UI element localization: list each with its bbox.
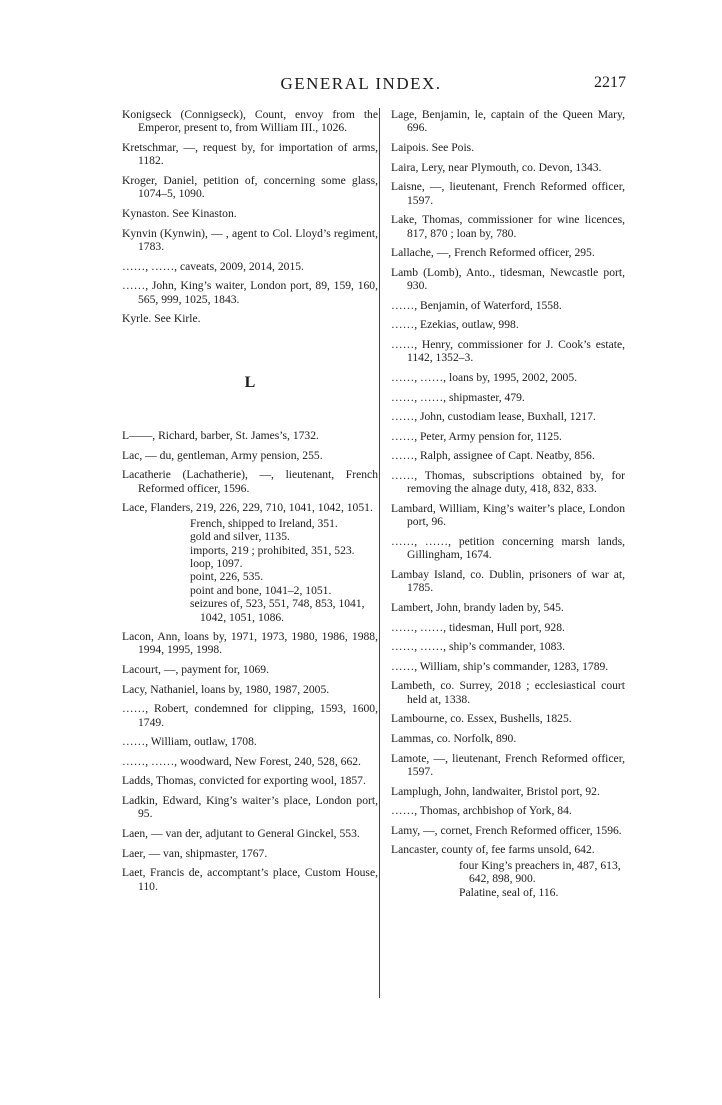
index-entry: Laira, Lery, near Plymouth, co. Devon, 1343. xyxy=(391,160,602,174)
index-entry: Kyrle. See Kirle. xyxy=(122,312,201,326)
index-entry: Lage, Benjamin, le, captain of the Queen Mary, 696. xyxy=(391,108,625,135)
index-entry: ……, Thomas, subscriptions obtained by, for removing the alnage duty, 418, 832, 833. xyxy=(391,468,625,496)
index-subentry: point and bone, 1041–2, 1051. xyxy=(190,583,332,597)
index-entry: ……, ……, tidesman, Hull port, 928. xyxy=(391,620,565,634)
page-number: 2217 xyxy=(594,74,626,91)
index-entry: Lambourne, co. Essex, Bushells, 1825. xyxy=(391,712,572,726)
index-entry: Lallache, —, French Reformed officer, 295. xyxy=(391,246,595,260)
index-entry: Lac, — du, gentleman, Army pension, 255. xyxy=(122,448,323,462)
index-entry: Laisne, —, lieutenant, French Reformed officer, 1597. xyxy=(391,180,625,207)
index-entry: Lamb (Lomb), Anto., tidesman, Newcastle port, 930. xyxy=(391,265,625,293)
index-entry: ……, Henry, commissioner for J. Cook’s estate, 1142, 1352–3. xyxy=(391,337,625,365)
running-title: GENERAL INDEX. xyxy=(280,74,442,93)
index-entry: Lamy, —, cornet, French Reformed officer, 1596. xyxy=(391,823,622,837)
index-entry: ……, William, outlaw, 1708. xyxy=(122,735,257,749)
index-entry: Lammas, co. Norfolk, 890. xyxy=(391,731,517,745)
index-entry: ……, ……, petition concerning marsh lands, Gillingham, 1674. xyxy=(391,534,625,562)
index-subentry: point, 226, 535. xyxy=(190,570,264,584)
index-entry: Ladkin, Edward, King’s waiter’s place, London port, 95. xyxy=(122,794,378,821)
index-entry: ……, ……, ship’s commander, 1083. xyxy=(391,640,566,654)
subentry-list xyxy=(122,517,378,624)
index-entry: Laen, — van der, adjutant to General Ginckel, 553. xyxy=(122,827,360,840)
index-entry: ……, John, King’s waiter, London port, 89, 159, 160, 565, 999, 1025, 1843. xyxy=(122,279,378,306)
index-entry: Lacy, Nathaniel, loans by, 1980, 1987, 2005. xyxy=(122,682,330,696)
index-entry: Lambay Island, co. Dublin, prisoners of war at, 1785. xyxy=(391,567,625,595)
index-entry: ……, ……, woodward, New Forest, 240, 528, 662. xyxy=(122,754,361,768)
index-entry: Lambeth, co. Surrey, 2018 ; ecclesiastical court held at, 1338. xyxy=(391,679,625,706)
index-entry: ……, Ezekias, outlaw, 998. xyxy=(391,318,519,332)
index-entry: Lake, Thomas, commissioner for wine licences, 817, 870 ; loan by, 780. xyxy=(391,213,625,240)
index-entry: Lace, Flanders, 219, 226, 229, 710, 1041, 1042, 1051. xyxy=(122,501,373,515)
index-entry: Lamote, —, lieutenant, French Reformed officer, 1597. xyxy=(391,751,625,778)
index-entry: Kynaston. See Kinaston. xyxy=(122,207,237,220)
index-subentry: gold and silver, 1135. xyxy=(190,530,290,544)
index-entry: ……, ……, loans by, 1995, 2002, 2005. xyxy=(391,370,578,384)
index-entry: Lacon, Ann, loans by, 1971, 1973, 1980, 1986, 1988, 1994, 1995, 1998. xyxy=(122,630,378,657)
index-entry: Lambert, John, brandy laden by, 545. xyxy=(391,600,564,614)
subentry-list xyxy=(391,859,625,899)
index-subentry: French, shipped to Ireland, 351. xyxy=(190,516,338,530)
index-subentry: seizures of, 523, 551, 748, 853, 1041, 1042, 1051, 1086. xyxy=(190,597,365,624)
index-subentry: Palatine, seal of, 116. xyxy=(459,885,559,899)
index-entry: Laet, Francis de, accomptant’s place, Custom House, 110. xyxy=(122,866,378,893)
index-entry: Kretschmar, —, request by, for importation of arms, 1182. xyxy=(122,141,378,168)
index-entry: ……, Thomas, archbishop of York, 84. xyxy=(391,804,572,818)
index-entry: ……, William, ship’s commander, 1283, 1789. xyxy=(391,659,609,673)
index-entry: Lambard, William, King’s waiter’s place, London port, 96. xyxy=(391,501,625,529)
column-divider xyxy=(379,108,380,998)
index-entry: ……, Benjamin, of Waterford, 1558. xyxy=(391,298,562,312)
index-entry: Lamplugh, John, landwaiter, Bristol port, 92. xyxy=(391,784,600,798)
letter-heading: L xyxy=(244,373,256,391)
index-entry: ……, Robert, condemned for clipping, 1593, 1600, 1749. xyxy=(122,702,378,729)
index-entry: Kroger, Daniel, petition of, concerning some glass, 1074–5, 1090. xyxy=(122,174,378,201)
left-column xyxy=(122,108,378,899)
index-entry: Laipois. See Pois. xyxy=(391,141,475,154)
index-entry: Kynvin (Kynwin), — , agent to Col. Lloyd’s regiment, 1783. xyxy=(122,226,378,253)
index-entry: Lacatherie (Lachatherie), —, lieutenant, French Reformed officer, 1596. xyxy=(122,468,378,495)
index-entry: Ladds, Thomas, convicted for exporting wool, 1857. xyxy=(122,774,366,788)
entry-list xyxy=(122,108,378,326)
index-subentry: imports, 219 ; prohibited, 351, 523. xyxy=(190,543,355,557)
index-entry: ……, ……, caveats, 2009, 2014, 2015. xyxy=(122,259,304,273)
index-entry: Konigseck (Connigseck), Count, envoy from the Emperor, present to, from William III., 1026. xyxy=(122,108,378,135)
index-entry: ……, John, custodiam lease, Buxhall, 1217. xyxy=(391,410,596,424)
entry-list xyxy=(122,429,378,515)
index-entry: ……, Ralph, assignee of Capt. Neatby, 856. xyxy=(391,449,595,463)
entry-list xyxy=(122,630,378,893)
index-entry: ……, Peter, Army pension for, 1125. xyxy=(391,429,562,443)
index-subentry: loop, 1097. xyxy=(190,557,243,570)
index-entry: Lacourt, —, payment for, 1069. xyxy=(122,663,269,677)
index-entry: Lancaster, county of, fee farms unsold, 642. xyxy=(391,843,595,857)
right-column xyxy=(391,108,625,905)
index-entry: Laer, — van, shipmaster, 1767. xyxy=(122,846,268,860)
page-header xyxy=(0,74,722,98)
index-subentry: four King’s preachers in, 487, 613, 642, 898, 900. xyxy=(459,858,621,886)
index-entry: ……, ……, shipmaster, 479. xyxy=(391,390,525,404)
index-entry: L——, Richard, barber, St. James’s, 1732. xyxy=(122,429,319,442)
entry-list xyxy=(391,108,625,857)
